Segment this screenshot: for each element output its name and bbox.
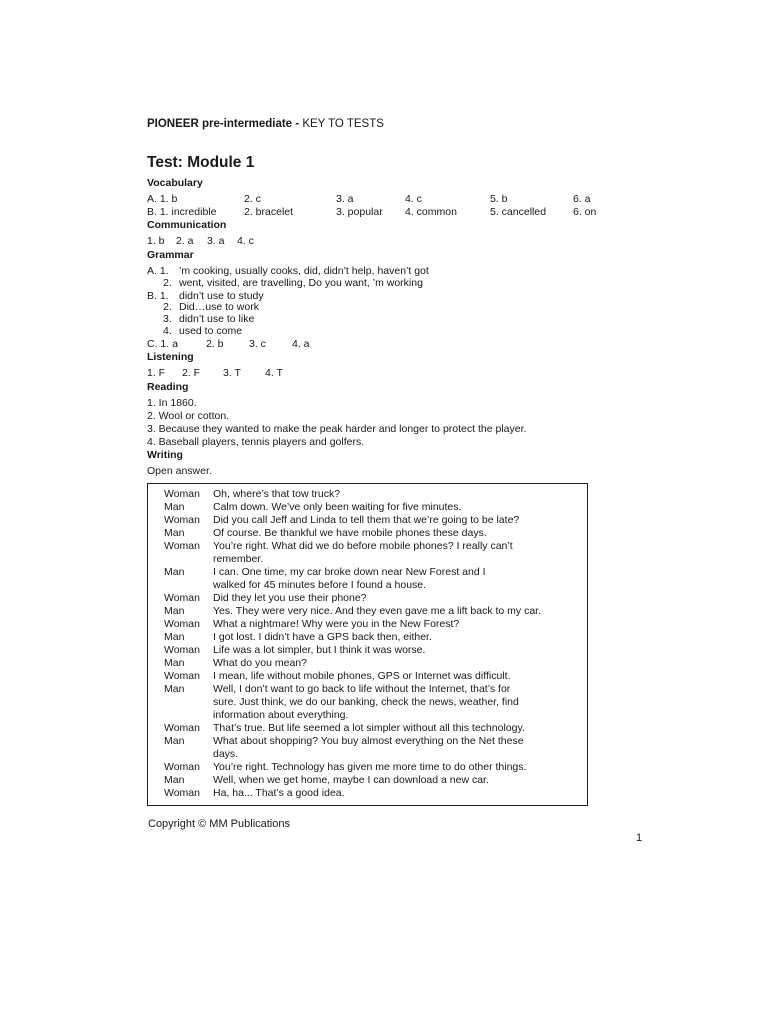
transcript-line: You’re right. Technology has given me more time to do other things. — [213, 761, 527, 773]
series-title: PIONEER pre-intermediate — [147, 118, 293, 130]
answer-cell: 2. bracelet — [244, 206, 294, 218]
answer-cell: 4. c — [237, 235, 254, 247]
grammar-b4-answer: used to come — [179, 325, 243, 337]
grammar-b1-label: B. 1. — [147, 290, 169, 302]
answer-cell: C. 1. a — [147, 338, 178, 350]
transcript-turn — [148, 644, 587, 657]
transcript-speaker: Woman — [164, 540, 200, 552]
transcript-turn — [148, 592, 587, 605]
transcript-speaker: Man — [164, 605, 185, 617]
transcript-line: What do you mean? — [213, 657, 307, 669]
transcript-turn — [148, 657, 587, 670]
transcript-line: Well, when we get home, maybe I can download a new car. — [213, 774, 489, 786]
grammar-a2-label: 2. — [163, 277, 172, 289]
reading-answer: 3. Because they wanted to make the peak harder and longer to protect the player. — [147, 423, 527, 435]
transcript-line: I got lost. I didn’t have a GPS back then, either. — [213, 631, 432, 643]
transcript-line: What a nightmare! Why were you in the New Forest? — [213, 618, 460, 630]
transcript-speaker: Woman — [164, 722, 200, 734]
answer-cell: 3. a — [336, 193, 354, 205]
transcript-line: I can. One time, my car broke down near New Forest and I — [213, 566, 486, 578]
transcript-speaker: Man — [164, 527, 185, 539]
transcript-line: I mean, life without mobile phones, GPS or Internet was difficult. — [213, 670, 511, 682]
writing-answer: Open answer. — [147, 465, 212, 477]
listening-heading: Listening — [147, 351, 194, 363]
answer-cell: 4. a — [292, 338, 310, 350]
transcript-line: That’s true. But life seemed a lot simpler without all this technology. — [213, 722, 525, 734]
communication-heading: Communication — [147, 219, 227, 231]
transcript-line: What about shopping? You buy almost everything on the Net these — [213, 735, 524, 747]
transcript-speaker: Man — [164, 566, 185, 578]
answer-cell: 2. a — [176, 235, 194, 247]
transcript-line: days. — [213, 748, 239, 760]
answer-cell: 2. F — [182, 367, 201, 379]
transcript-turn — [148, 514, 587, 527]
transcript-speaker: Woman — [164, 618, 200, 630]
answer-cell: 6. a — [573, 193, 591, 205]
grammar-a1-label: A. 1. — [147, 265, 169, 277]
transcript-line: Life was a lot simpler, but I think it was worse. — [213, 644, 426, 656]
transcript-turn — [148, 735, 587, 761]
transcript-turn — [148, 670, 587, 683]
answer-cell: 5. cancelled — [490, 206, 547, 218]
transcript-speaker: Woman — [164, 761, 200, 773]
transcript-turn — [148, 761, 587, 774]
transcript-speaker: Man — [164, 631, 185, 643]
answer-cell: 3. c — [249, 338, 266, 350]
transcript-line: Ha, ha... That’s a good idea. — [213, 787, 345, 799]
grammar-b3-label: 3. — [163, 313, 172, 325]
grammar-a2-answer: went, visited, are travelling, Do you want, ’m working — [179, 277, 423, 289]
transcript-speaker: Woman — [164, 488, 200, 500]
transcript-speaker: Woman — [164, 670, 200, 682]
vocabulary-heading: Vocabulary — [147, 177, 203, 189]
answer-cell: 3. a — [207, 235, 225, 247]
running-header — [147, 118, 384, 130]
transcript-turn — [148, 488, 587, 501]
answer-cell: 1. b — [147, 235, 165, 247]
transcript-speaker: Man — [164, 683, 185, 695]
transcript-line: You’re right. What did we do before mobile phones? I really can’t — [213, 540, 513, 552]
reading-answer: 4. Baseball players, tennis players and golfers. — [147, 436, 365, 448]
transcript-line: Calm down. We’ve only been waiting for five minutes. — [213, 501, 462, 513]
header-separator: - — [292, 118, 303, 130]
writing-heading: Writing — [147, 449, 183, 461]
answer-cell: 4. c — [405, 193, 422, 205]
answer-cell: 4. common — [405, 206, 457, 218]
header-subtitle: KEY TO TESTS — [302, 118, 384, 130]
transcript-speaker: Woman — [164, 592, 200, 604]
grammar-b3-answer: didn’t use to like — [179, 313, 255, 325]
transcript-turn — [148, 540, 587, 566]
grammar-a1-answer: ’m cooking, usually cooks, did, didn’t help, haven’t got — [179, 265, 429, 277]
transcript-line: remember. — [213, 553, 264, 565]
listening-transcript-box — [147, 483, 588, 806]
transcript-line: walked for 45 minutes before I found a house. — [213, 579, 427, 591]
reading-heading: Reading — [147, 381, 189, 393]
answer-cell: A. 1. b — [147, 193, 178, 205]
answer-cell: 1. F — [147, 367, 166, 379]
copyright-notice: Copyright © MM Publications — [148, 818, 290, 830]
transcript-line: information about everything. — [213, 709, 349, 721]
answer-cell: 2. b — [206, 338, 224, 350]
answer-cell: 5. b — [490, 193, 508, 205]
grammar-b2-answer: Did…use to work — [179, 301, 259, 313]
grammar-b4-label: 4. — [163, 325, 172, 337]
transcript-line: Did you call Jeff and Linda to tell them that we’re going to be late? — [213, 514, 520, 526]
transcript-turn — [148, 527, 587, 540]
grammar-b1-answer: didn’t use to study — [179, 290, 264, 302]
answer-cell: B. 1. incredible — [147, 206, 217, 218]
page-title: Test: Module 1 — [147, 154, 255, 171]
answer-cell: 3. popular — [336, 206, 383, 218]
page-number: 1 — [636, 832, 643, 844]
answer-cell: 6. on — [573, 206, 597, 218]
transcript-turn — [148, 566, 587, 592]
answer-cell: 3. T — [223, 367, 241, 379]
transcript-line: Oh, where’s that tow truck? — [213, 488, 341, 500]
transcript-turn — [148, 631, 587, 644]
transcript-turn — [148, 683, 587, 722]
transcript-speaker: Woman — [164, 514, 200, 526]
transcript-speaker: Man — [164, 735, 185, 747]
transcript-speaker: Woman — [164, 644, 200, 656]
transcript-speaker: Woman — [164, 787, 200, 799]
transcript-turn — [148, 774, 587, 787]
transcript-line: sure. Just think, we do our banking, check the news, weather, find — [213, 696, 519, 708]
transcript-turn — [148, 618, 587, 631]
grammar-b2-label: 2. — [163, 301, 172, 313]
transcript-line: Of course. Be thankful we have mobile phones these days. — [213, 527, 487, 539]
transcript-speaker: Man — [164, 774, 185, 786]
transcript-speaker: Man — [164, 501, 185, 513]
reading-answer: 1. In 1860. — [147, 397, 197, 409]
transcript-line: Yes. They were very nice. And they even gave me a lift back to my car. — [213, 605, 542, 617]
answer-cell: 4. T — [265, 367, 283, 379]
grammar-heading: Grammar — [147, 249, 194, 261]
transcript-turn — [148, 605, 587, 618]
transcript-turn — [148, 787, 587, 800]
transcript-line: Did they let you use their phone? — [213, 592, 367, 604]
transcript-turn — [148, 501, 587, 514]
transcript-speaker: Man — [164, 657, 185, 669]
reading-answer: 2. Wool or cotton. — [147, 410, 230, 422]
answer-cell: 2. c — [244, 193, 261, 205]
transcript-turn — [148, 722, 587, 735]
transcript-line: Well, I don’t want to go back to life without the Internet, that’s for — [213, 683, 511, 695]
